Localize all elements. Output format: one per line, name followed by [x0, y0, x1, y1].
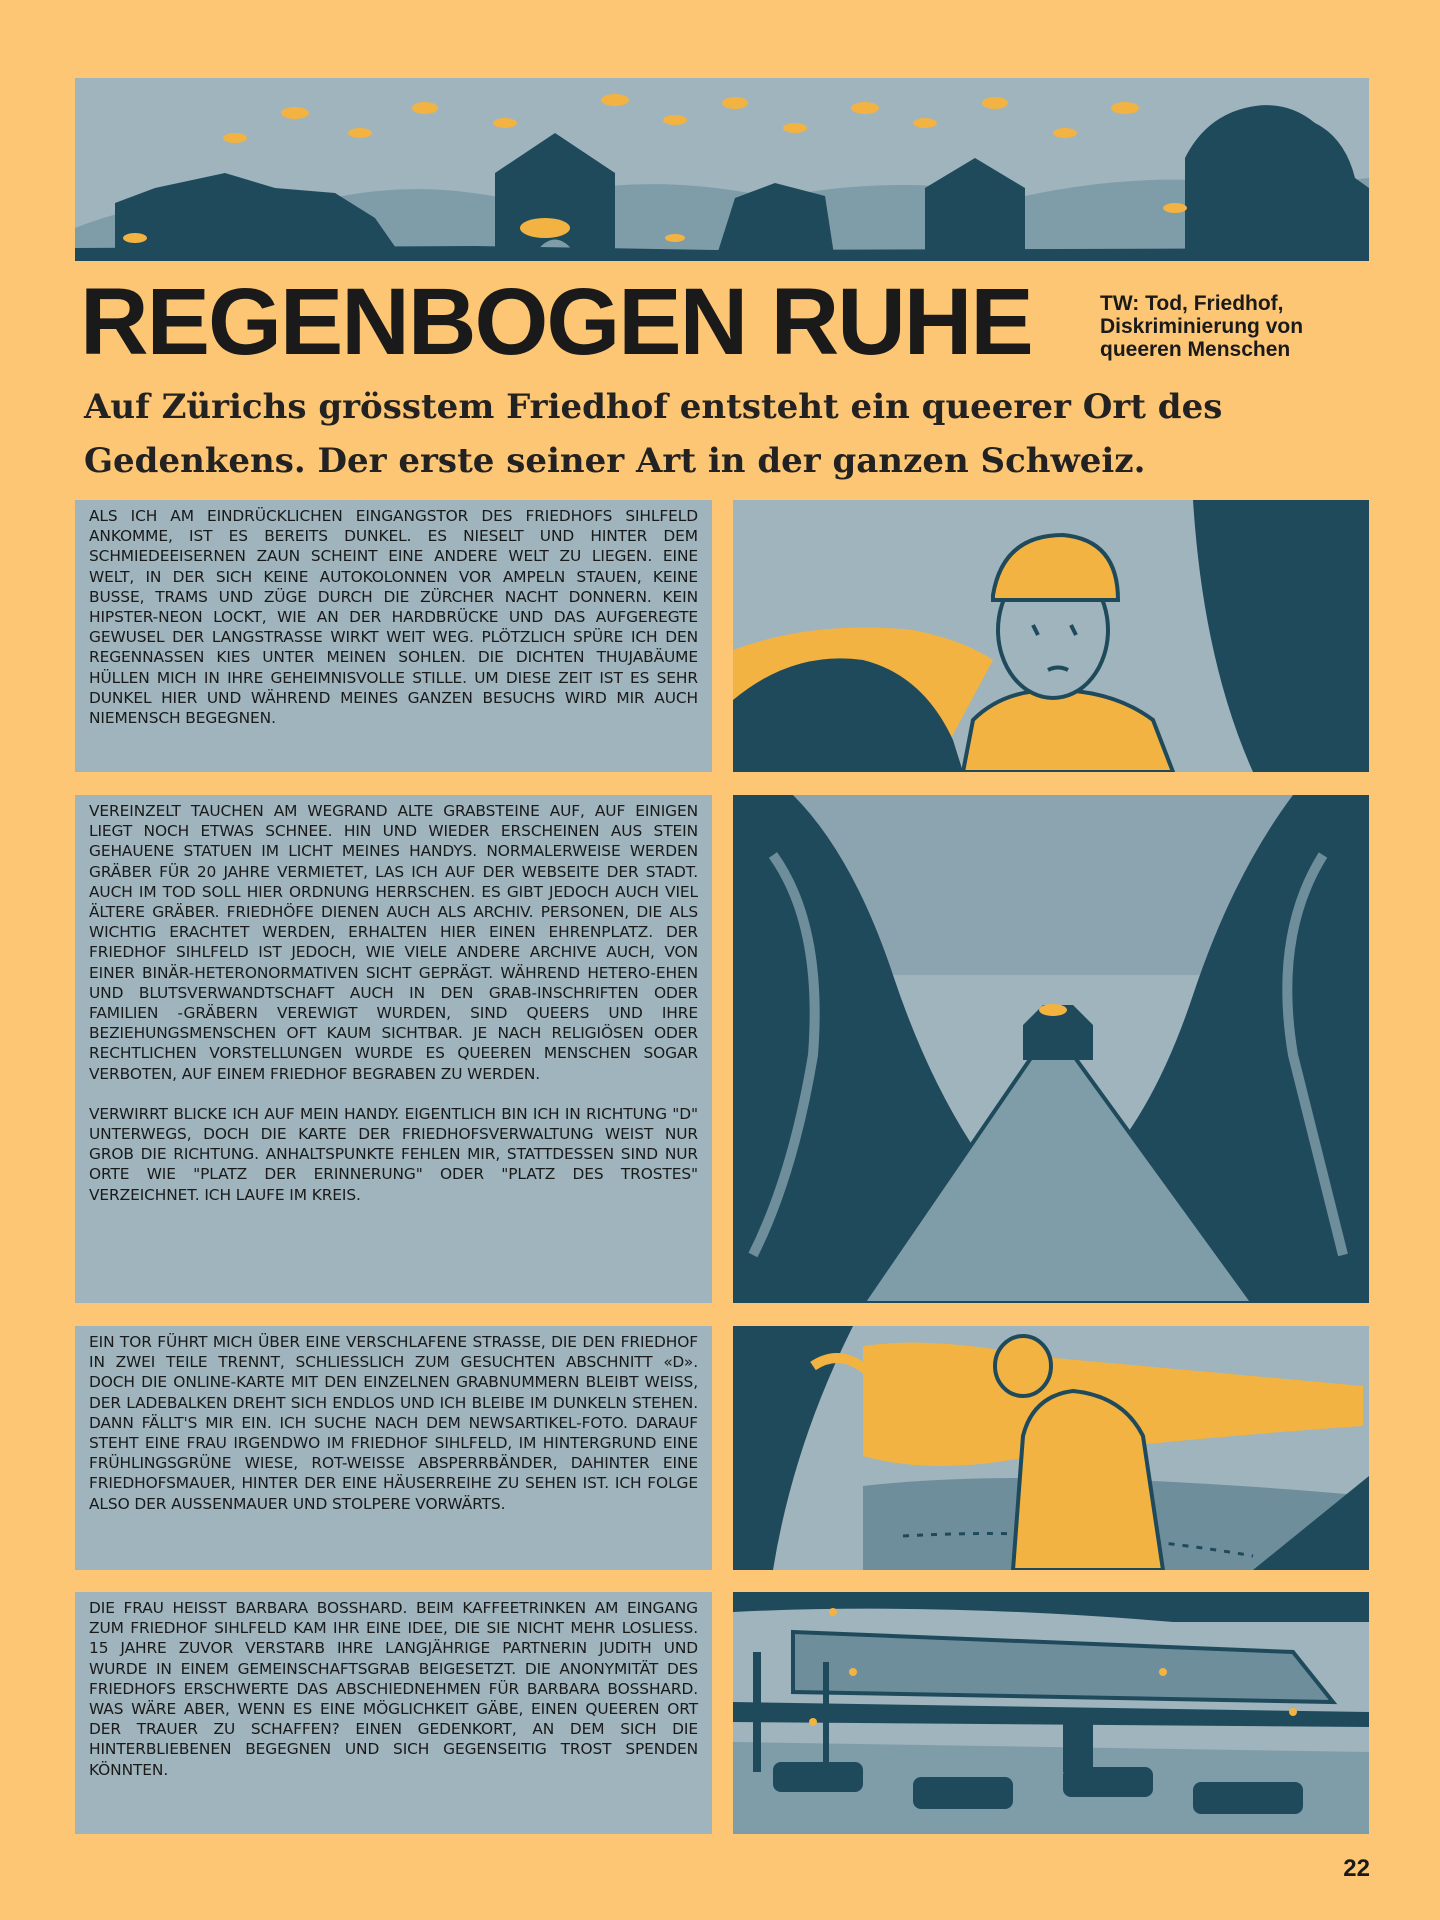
article-paragraph: VERWIRRT BLICKE ICH AUF MEIN HANDY. EIGENTLICH BIN ICH IN RICHTUNG "D" UNTERWEGS, DOCH DIE KARTE DER FRIEDHOFSVERWALTUNG WEIST NUR GROB DIE RICHTUNG. ANHALTSPUNKTE FEHLEN MIR, STATTDESSEN SIND NUR ORTE WIE "PLATZ DER ERINNERUNG" ODER "PLATZ DES TROSTES" VERZEICHNET. ICH LAUFE IM KREIS.	[89, 1104, 698, 1204]
page-number: 22	[1343, 1855, 1370, 1882]
text-block-2	[75, 795, 712, 1303]
cemetery-rooftops-illustration	[75, 78, 1369, 261]
trigger-warning: TW: Tod, Friedhof, Diskriminierung von queeren Menschen	[1100, 292, 1304, 361]
article-paragraph: EIN TOR FÜHRT MICH ÜBER EINE VERSCHLAFENE STRASSE, DIE DEN FRIEDHOF IN ZWEI TEILE TRENNT, SCHLIESSLICH ZUM GESUCHTEN ABSCHNITT «D». DOCH DIE ONLINE-KARTE MIT DEN EINZELNEN GRABNUMMERN BLEIBT WEISS, DER LADEBALKEN DREHT SICH ENDLOS UND ICH BLEIBE IM DUNKELN STEHEN. DANN FÄLLT'S MIR EIN. ICH SUCHE NACH DEM NEWSARTIKEL-FOTO. DARAUF STEHT EINE FRAU IRGENDWO IM FRIEDHOF SIHLFELD, IM HINTERGRUND EINE FRÜHLINGSGRÜNE WIESE, ROT-WEISSE ABSPERRBÄNDER, DAHINTER EINE FRIEDHOFSMAUER, HINTER DER EINE HÄUSERREIHE ZU SEHEN IST. ICH FOLGE ALSO DER AUSSENMAUER UND STOLPERE VORWÄRTS.	[89, 1333, 698, 1513]
person-with-phone-illustration	[733, 1326, 1369, 1570]
tree-lined-path-illustration	[733, 795, 1369, 1303]
person-in-beanie-illustration	[733, 500, 1369, 772]
text-block-1	[75, 500, 712, 772]
subtitle: Auf Zürichs grösstem Friedhof entsteht ein queerer Ort des Gedenkens. Der erste seiner Art in der ganzen Schweiz.	[84, 387, 1223, 481]
signature: hotd	[1290, 1531, 1337, 1570]
text-block-3	[75, 1326, 712, 1570]
article-paragraph: ALS ICH AM EINDRÜCKLICHEN EINGANGSTOR DES FRIEDHOFS SIHLFELD ANKOMME, IST ES BEREITS DUNKEL. ES NIESELT UND HINTER DEM SCHMIEDEEISERNEN ZAUN SCHEINT EINE ANDERE WELT ZU LIEGEN. EINE WELT, IN DER SICH KEINE AUTOKOLONNEN VOR AMPELN STAUEN, KEINE BUSSE, TRAMS UND ZÜGE DURCH DIE ZÜRCHER NACHT DONNERN. KEIN HIPSTER-NEON LOCKT, WIE AN DER HARDBRÜCKE UND DAS AUFGEREGTE GEWUSEL DER LANGSTRASSE WIRKT WEIT WEG. PLÖTZLICH SPÜRE ICH DEN REGENNASSEN KIES UNTER MEINEN SOHLEN. DIE DICHTEN THUJABÄUME HÜLLEN MICH IN IHRE GEHEIMNISVOLLE STILLE. UM DIESE ZEIT IST ES SEHR DUNKEL HIER UND WÄHREND MEINES GANZEN BESUCHS WIRD MIR AUCH NIEMENSCH BEGEGNEN.	[89, 507, 698, 728]
banner-illustration	[75, 78, 1369, 261]
text-block-4	[75, 1592, 712, 1834]
page-title: REGENBOGEN RUHE	[80, 269, 1032, 375]
panel-4	[733, 1592, 1369, 1834]
panel-2	[733, 795, 1369, 1303]
panel-3	[733, 1326, 1369, 1570]
article-paragraph: VEREINZELT TAUCHEN AM WEGRAND ALTE GRABSTEINE AUF, AUF EINIGEN LIEGT NOCH ETWAS SCHNEE. HIN UND WIEDER ERSCHEINEN AUS STEIN GEHAUENE STATUEN IM LICHT MEINES HANDYS. NORMALERWEISE WERDEN GRÄBER FÜR 20 JAHRE VERMIETET, LAS ICH AUF DER WEBSEITE DER STADT. AUCH IM TOD SOLL HIER ORDNUNG HERRSCHEN. ES GIBT JEDOCH AUCH VIEL ÄLTERE GRÄBER. FRIEDHÖFE DIENEN AUCH ALS ARCHIV. PERSONEN, DIE ALS WICHTIG ERACHTET WERDEN, ERHALTEN HIER EINEN EHRENPLATZ. DER FRIEDHOF SIHLFELD IST JEDOCH, WIE VIELE ANDERE ARCHIVE AUCH, VON EINER BINÄR-HETERONORMATIVEN SICHT GEPRÄGT. WÄHREND HETERO-EHEN UND BLUTSVERWANDTSCHAFT AUCH IN DEN GRAB-INSCHRIFTEN ODER FAMILIEN -GRÄBERN VEREWIGT WURDEN, SIND QUEERS UND IHRE BEZIEHUNGSMENSCHEN OFT KAUM SICHTBAR. JE NACH RELIGIÖSEN ODER RECHTLICHEN VORSTELLUNGEN WURDE ES QUEEREN MENSCHEN SOGAR VERBOTEN, AUF EINEM FRIEDHOF BEGRABEN ZU WERDEN.	[89, 802, 698, 1083]
panel-1	[733, 500, 1369, 772]
article-paragraph: DIE FRAU HEISST BARBARA BOSSHARD. BEIM KAFFEETRINKEN AM EINGANG ZUM FRIEDHOF SIHLFELD KAM IHR EINE IDEE, DIE SIE NICHT MEHR LOSLIESS. 15 JAHRE ZUVOR VERSTARB IHRE LANGJÄHRIGE PARTNERIN JUDITH UND WURDE IN EINEM GEMEINSCHAFTSGRAB BEIGESETZT. DIE ANONYMITÄT DES FRIEDHOFS ERSCHWERTE DAS ABSCHIEDNEHMEN FÜR BARBARA BOSSHARD. WAS WÄRE ABER, WENN ES EINE MÖGLICHKEIT GÄBE, EINEN QUEEREN ORT DER TRAUER ZU SCHAFFEN? EINEN GEDENKORT, AN DEM SICH DIE HINTERBLIEBENEN BEGEGNEN UND SICH GEGENSEITIG TROST SPENDEN KÖNNTEN.	[89, 1599, 698, 1779]
cemetery-wall-illustration	[733, 1592, 1369, 1834]
